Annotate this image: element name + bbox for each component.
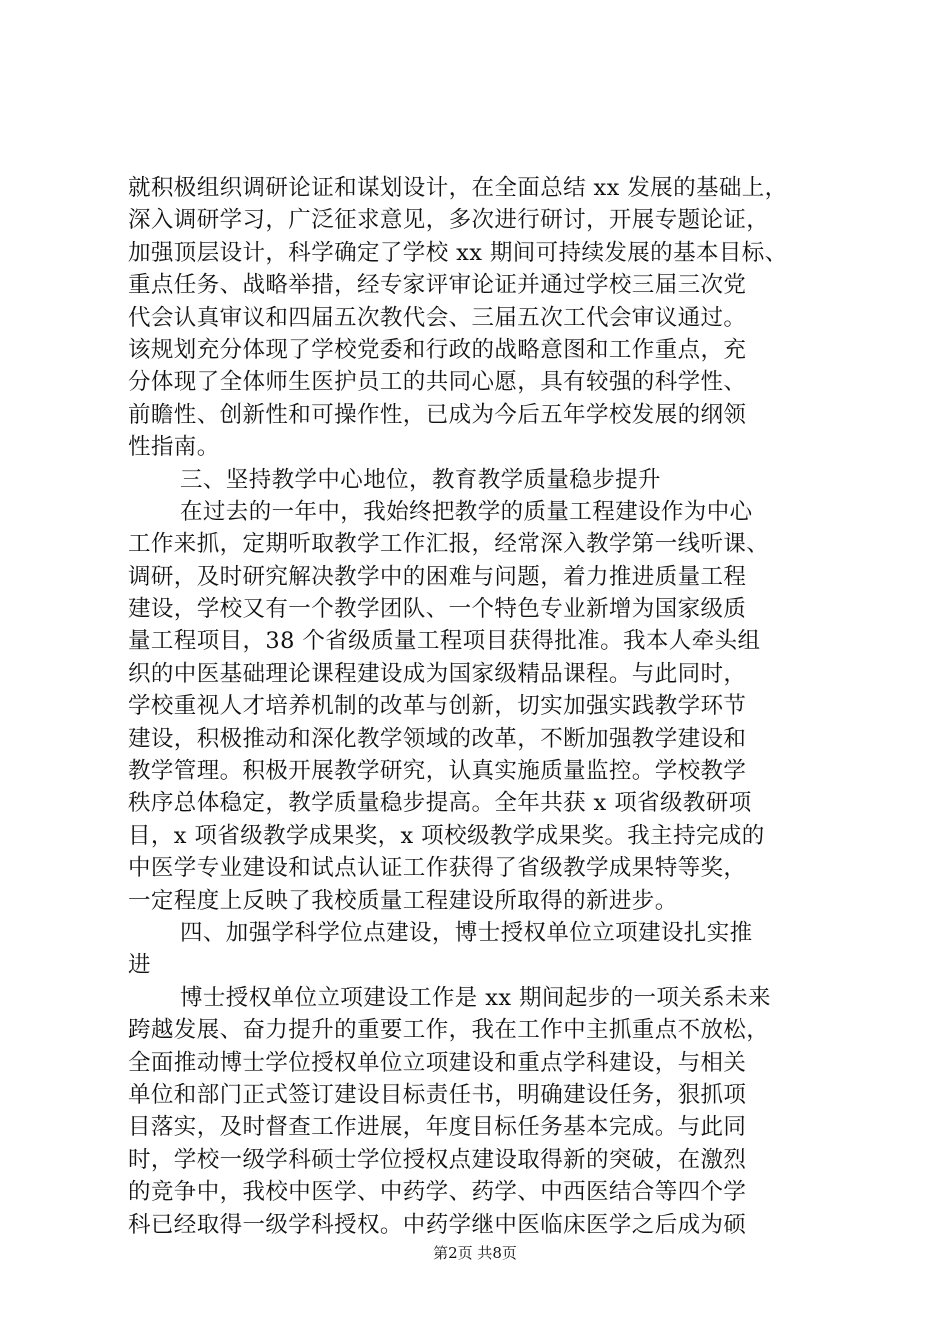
body-line: 目落实，及时督查工作进展，年度目标任务基本完成。与此同 (128, 1114, 747, 1141)
body-line: 秩序总体稳定，教学质量稳步提高。全年共获 x 项省级教研项 (128, 790, 752, 817)
body-line: 单位和部门正式签订建设目标责任书，明确建设任务，狠抓项 (128, 1081, 747, 1108)
body-line: 目，x 项省级教学成果奖，x 项校级教学成果奖。我主持完成的 (128, 822, 765, 849)
body-line: 就积极组织调研论证和谋划设计，在全面总结 xx 发展的基础上， (128, 175, 788, 201)
document-body (128, 172, 848, 1241)
body-line: 的竞争中，我校中医学、中药学、药学、中西医结合等四个学 (128, 1179, 747, 1206)
body-line: 分体现了全体师生医护员工的共同心愿，具有较强的科学性、 (128, 369, 747, 396)
body-line: 代会认真审议和四届五次教代会、三届五次工代会审议通过。 (128, 304, 747, 331)
page-number-footer: 第2页 共8页 (433, 1244, 517, 1262)
body-line: 时，学校一级学科硕士学位授权点建设取得新的突破，在激烈 (128, 1146, 747, 1173)
body-line: 量工程项目，38 个省级质量工程项目获得批准。我本人牵头组 (128, 628, 761, 655)
body-line: 教学管理。积极开展教学研究，认真实施质量监控。学校教学 (128, 758, 747, 785)
paragraph-first-line: 在过去的一年中，我始终把教学的质量工程建设作为中心 (180, 498, 753, 525)
body-line: 跨越发展、奋力提升的重要工作，我在工作中主抓重点不放松， (128, 1017, 770, 1044)
body-line: 性指南。 (128, 434, 220, 461)
body-line: 工作来抓，定期听取教学工作汇报，经常深入教学第一线听课、 (128, 531, 770, 558)
body-line: 前瞻性、创新性和可操作性，已成为今后五年学校发展的纲领 (128, 401, 747, 428)
body-line: 建设，积极推动和深化教学领域的改革，不断加强教学建设和 (128, 725, 747, 752)
paragraph-first-line: 博士授权单位立项建设工作是 xx 期间起步的一项关系未来 (180, 984, 771, 1011)
body-line: 织的中医基础理论课程建设成为国家级精品课程。与此同时， (128, 660, 747, 687)
body-line: 中医学专业建设和试点认证工作获得了省级教学成果特等奖， (128, 855, 747, 882)
body-line: 学校重视人才培养机制的改革与创新，切实加强实践教学环节 (128, 693, 747, 720)
body-line: 重点任务、战略举措，经专家评审论证并通过学校三届三次党 (128, 272, 747, 299)
section-heading: 三、坚持教学中心地位，教育教学质量稳步提升 (180, 466, 661, 493)
section-heading-continuation: 进 (128, 952, 151, 979)
body-line: 科已经取得一级学科授权。中药学继中医临床医学之后成为硕 (128, 1211, 747, 1238)
body-line: 加强顶层设计，科学确定了学校 xx 期间可持续发展的基本目标、 (128, 239, 788, 266)
body-line: 建设，学校又有一个教学团队、一个特色专业新增为国家级质 (128, 596, 747, 623)
section-heading: 四、加强学科学位点建设，博士授权单位立项建设扎实推 (180, 919, 753, 946)
body-line: 一定程度上反映了我校质量工程建设所取得的新进步。 (128, 887, 678, 914)
body-line: 全面推动博士学位授权单位立项建设和重点学科建设，与相关 (128, 1049, 747, 1076)
body-line: 该规划充分体现了学校党委和行政的战略意图和工作重点，充 (128, 336, 747, 363)
body-line: 深入调研学习，广泛征求意见，多次进行研讨，开展专题论证， (128, 207, 770, 234)
body-line: 调研，及时研究解决教学中的困难与问题，着力推进质量工程 (128, 563, 747, 590)
